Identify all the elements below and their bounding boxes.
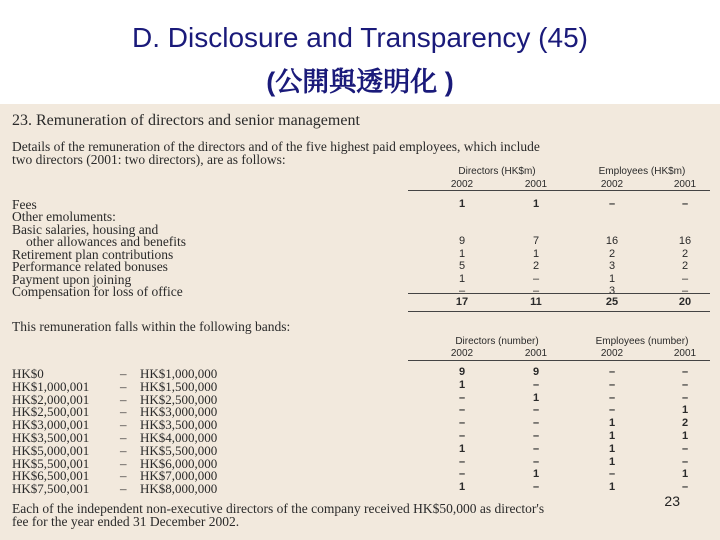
remuneration-cell: 1: [532, 198, 540, 210]
band-cell: –: [532, 430, 540, 442]
remuneration-row-label: Fees: [12, 197, 37, 212]
page-number: 23: [664, 493, 680, 509]
band-cell: –: [532, 481, 540, 494]
band-cell: 1: [608, 455, 616, 468]
band-cell: 1: [608, 481, 616, 494]
remuneration-total: 17: [455, 296, 469, 308]
band-cell: 1: [458, 442, 466, 455]
band-cell: 9: [458, 366, 466, 378]
remuneration-row-label: Payment upon joining: [12, 271, 132, 287]
remuneration-cell: 2: [681, 247, 689, 260]
band-cell: –: [608, 404, 616, 417]
bands-year-header: 2002: [600, 348, 624, 359]
slide-title: D. Disclosure and Transparency (45): [132, 22, 588, 53]
band-cell: 1: [532, 391, 540, 404]
footer-line-1: Each of the independent non-executive directors of the company received HK$50,000 as director's: [12, 501, 545, 516]
intro-line-1: Details of the remuneration of the directors and of the five highest paid employees, which include: [12, 139, 540, 154]
band-cell: 1: [458, 481, 466, 494]
bands-employees-header: Employees (number): [595, 336, 689, 347]
remuneration-cell: 1: [458, 198, 466, 210]
band-cell: 9: [532, 366, 540, 378]
band-cell: 1: [532, 468, 540, 481]
band-cell: –: [458, 404, 466, 417]
band-cell: –: [458, 430, 466, 442]
band-from: HK$5,000,001: [12, 442, 90, 458]
remuneration-cell: 2: [681, 260, 689, 272]
band-dash: –: [120, 404, 127, 420]
band-to: HK$3,500,000: [140, 417, 218, 433]
remuneration-cell: –: [681, 272, 689, 285]
note-heading: 23. Remuneration of directors and senior management: [12, 112, 360, 129]
band-from: HK$1,000,001: [12, 378, 90, 394]
band-cell: 1: [681, 404, 689, 417]
band-cell: –: [458, 391, 466, 404]
band-cell: –: [681, 481, 689, 494]
band-cell: –: [458, 468, 466, 481]
band-cell: –: [532, 378, 540, 391]
band-cell: –: [532, 442, 540, 455]
band-from: HK$0: [12, 366, 44, 381]
band-cell: 1: [608, 442, 616, 455]
bands-year-header: 2002: [450, 348, 474, 359]
band-cell: –: [458, 455, 466, 468]
bands-year-header: 2001: [524, 348, 548, 359]
band-to: HK$8,000,000: [140, 481, 218, 497]
remuneration-cell: –: [532, 272, 540, 285]
band-cell: 1: [681, 468, 689, 481]
remuneration-year-header: 2001: [673, 179, 697, 190]
remuneration-cell: 1: [458, 272, 466, 285]
remuneration-cell: –: [608, 198, 616, 210]
remuneration-row-label: Basic salaries, housing and: [12, 221, 159, 237]
band-from: HK$2,000,001: [12, 391, 90, 407]
band-cell: –: [532, 417, 540, 430]
band-cell: –: [608, 468, 616, 481]
remuneration-row-label: Performance related bonuses: [12, 259, 168, 274]
band-cell: –: [681, 455, 689, 468]
scanned-report-page: [0, 104, 720, 540]
band-to: HK$5,500,000: [140, 442, 218, 458]
band-from: HK$6,500,001: [12, 468, 90, 484]
footer-line-2: fee for the year ended 31 December 2002.: [12, 514, 240, 529]
band-cell: 1: [458, 378, 466, 391]
bands-intro: This remuneration falls within the following bands:: [12, 319, 291, 334]
band-cell: –: [532, 404, 540, 417]
remuneration-row-label: Other emoluments:: [12, 209, 116, 224]
remuneration-cell: –: [532, 285, 540, 297]
band-cell: –: [681, 391, 689, 404]
band-from: HK$5,500,001: [12, 455, 90, 471]
remuneration-cell: 9: [458, 235, 466, 247]
remuneration-directors-header: Directors (HK$m): [458, 166, 536, 177]
band-from: HK$7,500,001: [12, 481, 90, 497]
band-from: HK$3,000,001: [12, 417, 90, 433]
remuneration-cell: 1: [608, 272, 616, 285]
band-dash: –: [120, 468, 127, 484]
band-dash: –: [120, 481, 127, 497]
remuneration-cell: 16: [605, 235, 619, 247]
band-to: HK$1,000,000: [140, 366, 218, 381]
band-to: HK$6,000,000: [140, 455, 218, 471]
band-dash: –: [120, 366, 127, 381]
remuneration-total: 11: [530, 296, 542, 308]
remuneration-cell: 7: [532, 235, 540, 247]
band-cell: 1: [608, 417, 616, 430]
band-to: HK$2,500,000: [140, 391, 218, 407]
slide-subtitle: (公開與透明化 ): [266, 67, 454, 97]
intro-line-2: two directors (2001: two directors), are as follows:: [12, 152, 286, 167]
remuneration-row-label: other allowances and benefits: [26, 234, 187, 249]
band-to: HK$4,000,000: [140, 430, 218, 445]
bands-year-header: 2001: [673, 348, 697, 359]
remuneration-total: 20: [678, 296, 692, 308]
remuneration-cell: 5: [458, 260, 466, 272]
band-cell: –: [608, 378, 616, 391]
remuneration-cell: –: [681, 198, 689, 210]
remuneration-cell: –: [681, 285, 689, 297]
band-cell: 1: [681, 430, 689, 442]
band-to: HK$1,500,000: [140, 378, 218, 394]
remuneration-cell: 1: [532, 247, 540, 260]
band-dash: –: [120, 391, 127, 407]
band-cell: –: [532, 455, 540, 468]
remuneration-cell: 2: [608, 247, 616, 260]
band-dash: –: [120, 430, 127, 445]
remuneration-cell: 1: [458, 247, 466, 260]
band-cell: –: [681, 442, 689, 455]
remuneration-row-label: Compensation for loss of office: [12, 284, 183, 299]
band-cell: –: [608, 366, 616, 378]
remuneration-cell: –: [458, 285, 466, 297]
band-dash: –: [120, 378, 127, 394]
remuneration-cell: 3: [608, 285, 616, 297]
band-cell: –: [681, 378, 689, 391]
band-dash: –: [120, 442, 127, 458]
remuneration-year-header: 2001: [524, 179, 548, 190]
band-cell: –: [458, 417, 466, 430]
remuneration-year-header: 2002: [450, 179, 474, 190]
remuneration-cell: 3: [608, 260, 616, 272]
band-dash: –: [120, 417, 127, 433]
band-to: HK$3,000,000: [140, 404, 218, 420]
band-cell: –: [608, 391, 616, 404]
remuneration-year-header: 2002: [600, 179, 624, 190]
bands-directors-header: Directors (number): [455, 336, 539, 347]
band-cell: –: [681, 366, 689, 378]
remuneration-cell: 16: [678, 235, 692, 247]
band-from: HK$3,500,001: [12, 430, 90, 445]
band-dash: –: [120, 455, 127, 471]
remuneration-row-label: Retirement plan contributions: [12, 246, 174, 262]
remuneration-cell: 2: [532, 260, 540, 272]
band-cell: 2: [681, 417, 689, 430]
remuneration-employees-header: Employees (HK$m): [598, 166, 686, 177]
remuneration-total: 25: [605, 296, 619, 308]
band-from: HK$2,500,001: [12, 404, 90, 420]
band-cell: 1: [608, 430, 616, 442]
band-to: HK$7,000,000: [140, 468, 218, 484]
